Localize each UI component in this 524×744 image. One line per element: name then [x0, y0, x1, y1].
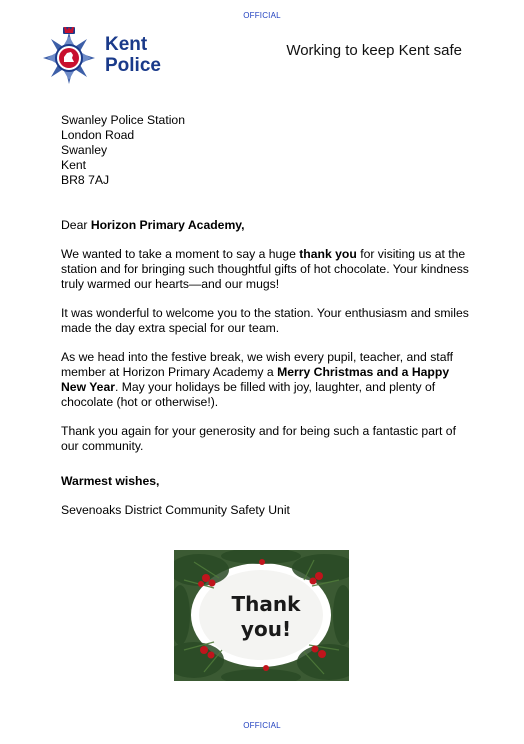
closing-text: Warmest wishes,	[61, 474, 160, 488]
thank-text: Thank	[231, 592, 301, 616]
para-bold-text: Merry Christmas and a Happy New Year	[61, 365, 450, 394]
tagline: Working to keep Kent safe	[286, 42, 462, 59]
closing	[61, 474, 471, 489]
salutation-prefix: Dear	[61, 218, 91, 232]
logo-text-police: Police	[105, 55, 161, 76]
para-bold-text: thank you	[299, 247, 357, 261]
sender-address	[61, 113, 185, 188]
para-text: for visiting us at the station and for bringing such thoughtful gifts of hot chocolate. Your kindness truly warmed our hearts—and our mugs!	[61, 247, 469, 291]
para-text: . May your holidays be filled with joy, laughter, and plenty of chocolate (hot or otherwise!).	[61, 380, 436, 409]
address-line: BR8 7AJ	[61, 173, 110, 187]
para-text: We wanted to take a moment to say a huge	[61, 247, 300, 261]
security-marking-bottom: OFFICIAL	[243, 721, 281, 730]
paragraph-welcome: It was wonderful to welcome you to the station. Your enthusiasm and smiles made the day extra special for our team.	[61, 306, 469, 335]
paragraph-gratitude: Thank you again for your generosity and for being such a fantastic part of our community.	[61, 424, 456, 453]
security-marking-top: OFFICIAL	[243, 11, 281, 20]
logo-text-kent: Kent	[105, 34, 148, 55]
paragraph-thanks	[61, 247, 471, 292]
salutation	[61, 218, 471, 233]
address-line: Kent	[61, 158, 87, 172]
address-line: London Road	[61, 128, 135, 142]
christmas-wreath-thank-you-image	[174, 550, 349, 681]
signature: Sevenoaks District Community Safety Unit	[61, 503, 290, 517]
wreath-illustration	[174, 550, 349, 681]
kent-police-star-badge-icon	[40, 27, 98, 85]
paragraph-festive	[61, 350, 471, 410]
address-line: Swanley Police Station	[61, 113, 185, 127]
letter-body	[61, 218, 471, 532]
address-line: Swanley	[61, 143, 108, 157]
you-text: you!	[240, 617, 292, 641]
para-text: As we head into the festive break, we wish every pupil, teacher, and staff member at Horizon Primary Academy a	[61, 350, 454, 379]
kent-police-logo	[40, 27, 180, 87]
recipient-name: Horizon Primary Academy,	[90, 218, 245, 232]
